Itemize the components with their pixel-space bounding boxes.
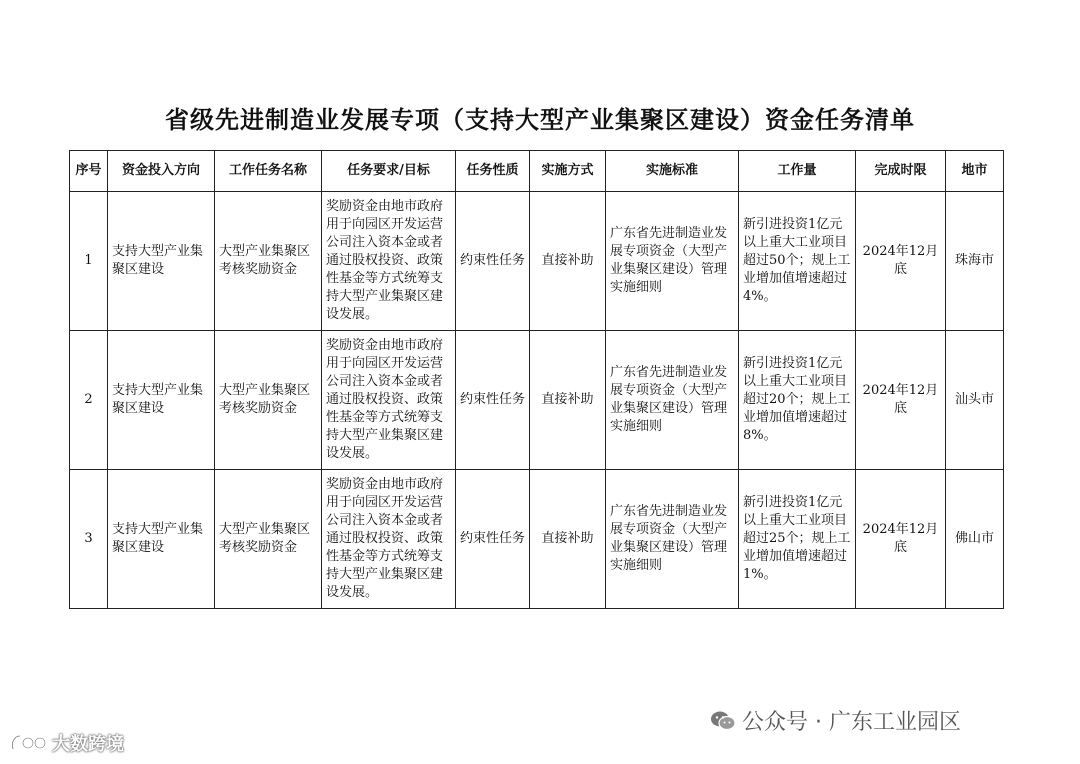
cell-no: 1 bbox=[70, 192, 108, 331]
logo-icon bbox=[10, 733, 48, 753]
wechat-icon bbox=[710, 710, 736, 732]
cell-direction: 支持大型产业集聚区建设 bbox=[108, 192, 215, 331]
cell-direction: 支持大型产业集聚区建设 bbox=[108, 331, 215, 470]
header-no: 序号 bbox=[70, 151, 108, 192]
source-watermark-text: 大数跨境 bbox=[52, 734, 124, 755]
cell-nature: 约束性任务 bbox=[456, 192, 530, 331]
document-title: 省级先进制造业发展专项（支持大型产业集聚区建设）资金任务清单 bbox=[165, 106, 915, 134]
table-row bbox=[70, 192, 1004, 331]
table-row bbox=[70, 331, 1004, 470]
source-watermark bbox=[10, 730, 124, 756]
wechat-watermark bbox=[710, 705, 961, 736]
cell-no: 2 bbox=[70, 331, 108, 470]
cell-task-name: 大型产业集聚区考核奖励资金 bbox=[215, 192, 322, 331]
cell-deadline: 2024年12月底 bbox=[856, 470, 946, 609]
header-requirement: 任务要求/目标 bbox=[322, 151, 456, 192]
cell-no: 3 bbox=[70, 470, 108, 609]
cell-requirement: 奖励资金由地市政府用于向园区开发运营公司注入资本金或者通过股权投资、政策性基金等方式统筹支持大型产业集聚区建设发展。 bbox=[322, 192, 456, 331]
header-task-name: 工作任务名称 bbox=[215, 151, 322, 192]
cell-requirement: 奖励资金由地市政府用于向园区开发运营公司注入资本金或者通过股权投资、政策性基金等方式统筹支持大型产业集聚区建设发展。 bbox=[322, 331, 456, 470]
cell-standard: 广东省先进制造业发展专项资金（大型产业集聚区建设）管理实施细则 bbox=[606, 470, 739, 609]
cell-city: 佛山市 bbox=[946, 470, 1004, 609]
cell-deadline: 2024年12月底 bbox=[856, 192, 946, 331]
cell-direction: 支持大型产业集聚区建设 bbox=[108, 470, 215, 609]
cell-deadline: 2024年12月底 bbox=[856, 331, 946, 470]
header-nature: 任务性质 bbox=[456, 151, 530, 192]
cell-standard: 广东省先进制造业发展专项资金（大型产业集聚区建设）管理实施细则 bbox=[606, 192, 739, 331]
cell-workload: 新引进投资1亿元以上重大工业项目超过25个；规上工业增加值增速超过1%。 bbox=[739, 470, 856, 609]
cell-requirement: 奖励资金由地市政府用于向园区开发运营公司注入资本金或者通过股权投资、政策性基金等方式统筹支持大型产业集聚区建设发展。 bbox=[322, 470, 456, 609]
cell-method: 直接补助 bbox=[530, 192, 606, 331]
cell-standard: 广东省先进制造业发展专项资金（大型产业集聚区建设）管理实施细则 bbox=[606, 331, 739, 470]
header-workload: 工作量 bbox=[739, 151, 856, 192]
header-standard: 实施标准 bbox=[606, 151, 739, 192]
cell-workload: 新引进投资1亿元以上重大工业项目超过20个；规上工业增加值增速超过8%。 bbox=[739, 331, 856, 470]
header-method: 实施方式 bbox=[530, 151, 606, 192]
cell-workload: 新引进投资1亿元以上重大工业项目超过50个；规上工业增加值增速超过4%。 bbox=[739, 192, 856, 331]
header-city: 地市 bbox=[946, 151, 1004, 192]
task-table bbox=[69, 150, 1004, 609]
wechat-watermark-text: 公众号 · 广东工业园区 bbox=[742, 710, 961, 735]
cell-method: 直接补助 bbox=[530, 470, 606, 609]
cell-method: 直接补助 bbox=[530, 331, 606, 470]
cell-nature: 约束性任务 bbox=[456, 470, 530, 609]
header-direction: 资金投入方向 bbox=[108, 151, 215, 192]
header-deadline: 完成时限 bbox=[856, 151, 946, 192]
cell-city: 汕头市 bbox=[946, 331, 1004, 470]
table-row bbox=[70, 470, 1004, 609]
table-header-row bbox=[70, 151, 1004, 192]
cell-city: 珠海市 bbox=[946, 192, 1004, 331]
cell-task-name: 大型产业集聚区考核奖励资金 bbox=[215, 331, 322, 470]
cell-task-name: 大型产业集聚区考核奖励资金 bbox=[215, 470, 322, 609]
cell-nature: 约束性任务 bbox=[456, 331, 530, 470]
